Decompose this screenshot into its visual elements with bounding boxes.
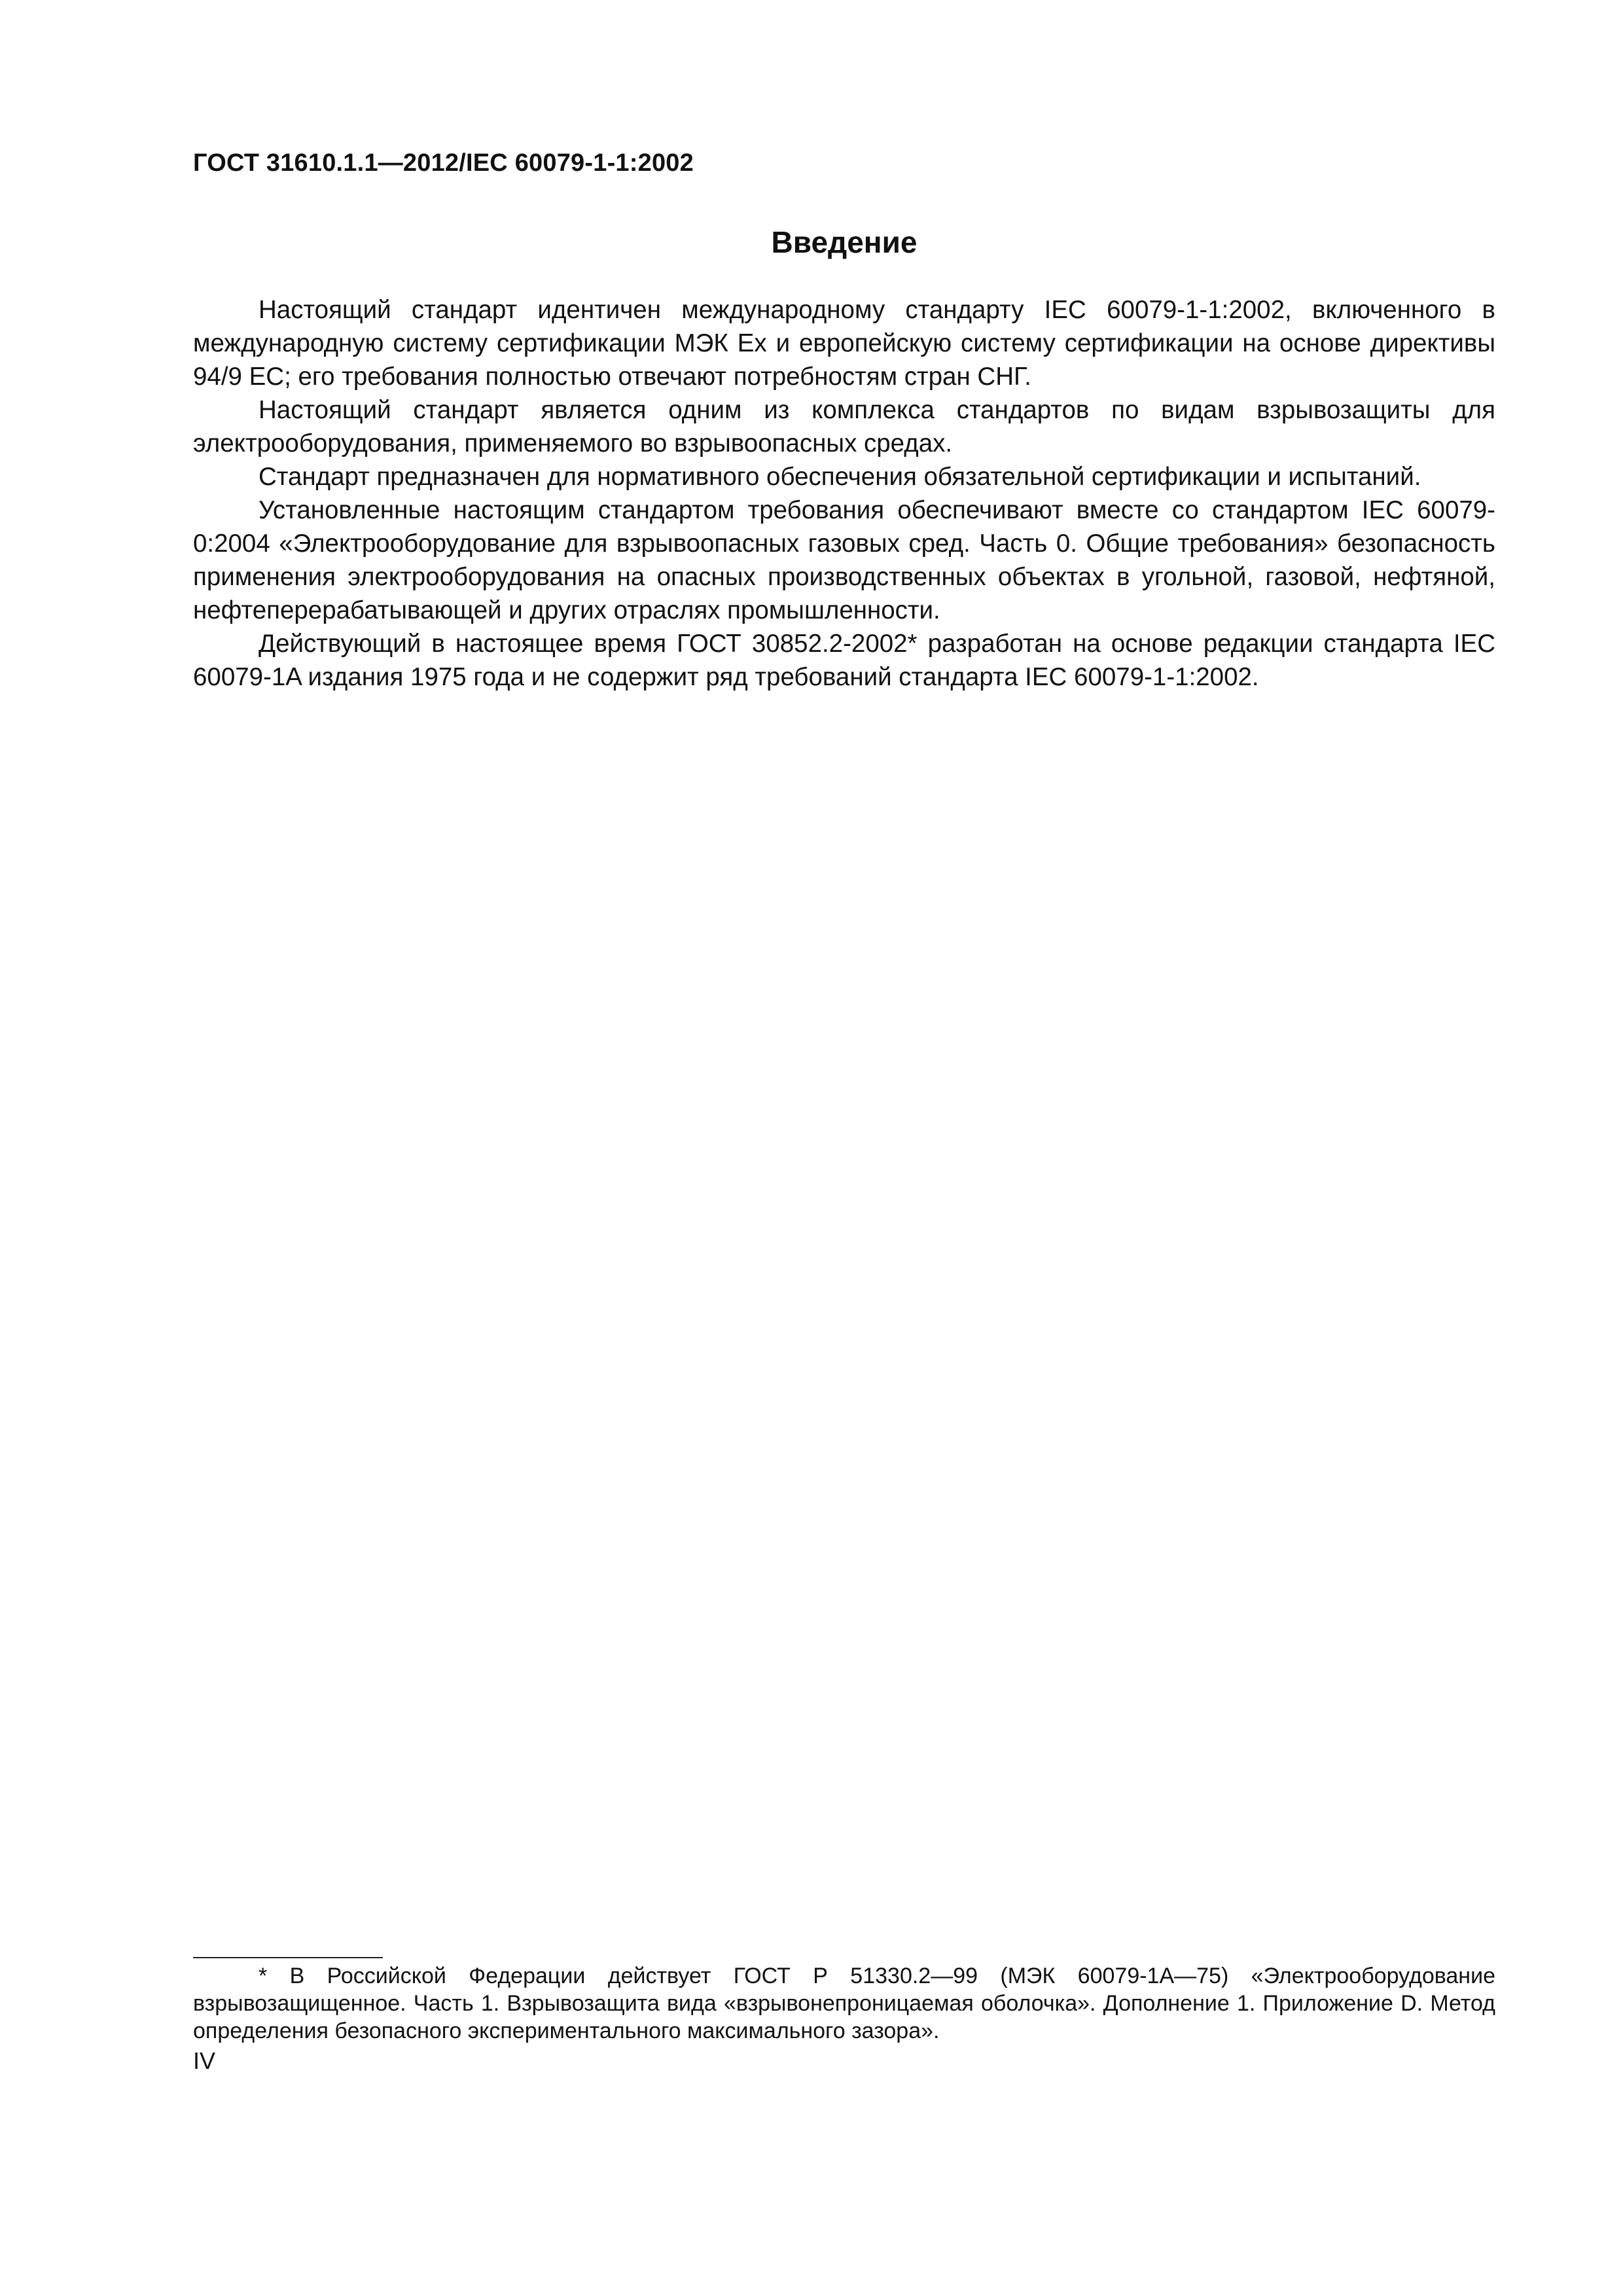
document-header: ГОСТ 31610.1.1—2012/IEC 60079-1-1:2002	[193, 149, 694, 177]
paragraph: Действующий в настоящее время ГОСТ 30852.2-2002* разработан на основе редакции стандарта IEC 60079-1A издания 1975 года и не содержит ряд требований стандарта IEC 60079-1-1:2002.	[193, 630, 1495, 691]
introduction-body	[193, 293, 1495, 694]
footnote-text: * В Российской Федерации действует ГОСТ Р 51330.2—99 (МЭК 60079-1А—75) «Электрооборудование взрывозащищенное. Часть 1. Взрывозащита вида «взрывонепроницаемая оболочка». Дополнение 1. Приложение D. Метод определения безопасного экспериментального максимального зазора».	[193, 1964, 1495, 2043]
paragraph: Настоящий стандарт является одним из комплекса стандартов по видам взрывозащиты для электрооборудования, применяемого во взрывоопасных средах.	[193, 396, 1495, 457]
page-number: IV	[193, 2047, 216, 2074]
paragraph: Настоящий стандарт идентичен международному стандарту IEC 60079-1-1:2002, включенного в международную систему сертификации МЭК Ex и европейскую систему сертификации на основе директивы 94/9 ЕС; его требования полностью отвечают потребностям стран СНГ.	[193, 296, 1495, 391]
footnote	[193, 1962, 1495, 2045]
paragraph: Стандарт предназначен для нормативного обеспечения обязательной сертификации и испытаний.	[259, 463, 1421, 491]
footnote-divider	[193, 1957, 383, 1958]
paragraph: Установленные настоящим стандартом требования обеспечивают вместе со стандартом IEC 60079-0:2004 «Электрооборудование для взрывоопасных газовых сред. Часть 0. Общие требования» безопасность применения электрооборудования на опасных производственных объектах в угольной, газовой, нефтяной, нефтеперерабатывающей и других отраслях промышленности.	[193, 496, 1495, 624]
section-title: Введение	[771, 225, 918, 259]
